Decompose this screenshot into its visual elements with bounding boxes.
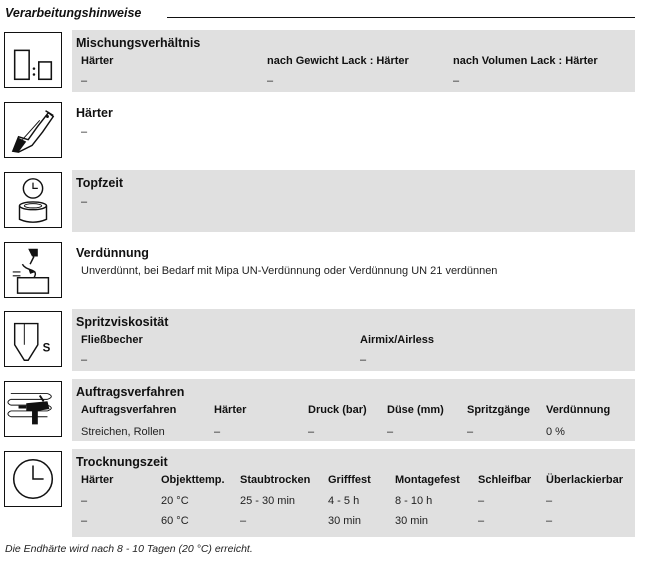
mischung-label-gewicht: nach Gewicht Lack : Härter (267, 55, 409, 67)
auftrag-label-haerter: Härter (214, 404, 247, 416)
pot-life-icon (4, 172, 62, 228)
verduennung-content (72, 240, 635, 302)
trocknung-label-schleifbar: Schleifbar (478, 474, 532, 486)
topfzeit-content (72, 170, 635, 232)
topfzeit-value: – (81, 196, 88, 208)
spray-viscosity-icon-letter: S (42, 342, 51, 355)
mischung-label-haerter: Härter (81, 55, 114, 67)
auftrag-value-verfahren: Streichen, Rollen (81, 426, 165, 438)
trocknung-row2-grifffest: 30 min (328, 515, 362, 527)
section-haerter (4, 100, 635, 162)
trocknung-label-grifffest: Grifffest (328, 474, 371, 486)
verduennung-title: Verdünnung (76, 246, 149, 260)
mixing-ratio-icon (4, 32, 62, 88)
header-rule (167, 17, 635, 18)
mischung-label-volumen: nach Volumen Lack : Härter (453, 55, 598, 67)
spritz-content (72, 309, 635, 371)
trocknung-row1-montagefest: 8 - 10 h (395, 495, 433, 507)
trocknung-row1-schleifbar: – (478, 495, 485, 507)
auftrag-value-druck: – (308, 426, 315, 438)
trocknung-content (72, 449, 635, 537)
spritz-label-airmix: Airmix/Airless (360, 334, 434, 346)
haerter-title: Härter (76, 106, 113, 120)
section-verduennung (4, 240, 635, 302)
trocknung-row1-staubtrocken: 25 - 30 min (240, 495, 296, 507)
trocknung-label-montagefest: Montagefest (395, 474, 460, 486)
auftrag-value-haerter: – (214, 426, 221, 438)
trocknung-label-objekttemp: Objekttemp. (161, 474, 225, 486)
auftrag-content (72, 379, 635, 441)
auftrag-label-duese: Düse (mm) (387, 404, 444, 416)
trocknung-label-haerter: Härter (81, 474, 114, 486)
verduennung-value: Unverdünnt, bei Bedarf mit Mipa UN-Verdünnung oder Verdünnung UN 21 verdünnen (81, 265, 498, 277)
trocknung-label-staubtrocken: Staubtrocken (240, 474, 311, 486)
section-trocknungszeit (4, 449, 635, 537)
spritz-label-fliessbecher: Fließbecher (81, 334, 143, 346)
trocknung-label-ueberlackierbar: Überlackierbar (546, 474, 624, 486)
thinning-icon (4, 242, 62, 298)
auftrag-label-verduennung: Verdünnung (546, 404, 611, 416)
trocknung-row1-grifffest: 4 - 5 h (328, 495, 360, 507)
mischung-value-gewicht: – (267, 75, 274, 87)
trocknung-row1-temp: 20 °C (161, 495, 189, 507)
haerter-content (72, 100, 635, 162)
mischung-value-haerter: – (81, 75, 88, 87)
spray-gun-icon (4, 381, 62, 437)
topfzeit-title: Topfzeit (76, 176, 123, 190)
haerter-value: – (81, 126, 88, 138)
section-mischungsverhaeltnis (4, 30, 635, 92)
mischung-value-volumen: – (453, 75, 460, 87)
section-header (5, 6, 635, 22)
auftrag-title: Auftragsverfahren (76, 385, 185, 399)
mischung-content (72, 30, 635, 92)
auftrag-value-duese: – (387, 426, 394, 438)
auftrag-value-spritzgaenge: – (467, 426, 474, 438)
section-spritzviskositaet (4, 309, 635, 371)
section-auftragsverfahren (4, 379, 635, 441)
spray-viscosity-icon (4, 311, 62, 367)
trocknung-row1-ueberlackierbar: – (546, 495, 553, 507)
auftrag-label-druck: Druck (bar) (308, 404, 367, 416)
mischung-title: Mischungsverhältnis (76, 36, 201, 50)
auftrag-label-spritzgaenge: Spritzgänge (467, 404, 530, 416)
trocknung-row2-schleifbar: – (478, 515, 485, 527)
page-title: Verarbeitungshinweise (5, 6, 142, 20)
spritz-title: Spritzviskosität (76, 315, 169, 329)
clock-icon (4, 451, 62, 507)
auftrag-value-verduennung: 0 % (546, 426, 565, 438)
trocknung-row2-ueberlackierbar: – (546, 515, 553, 527)
spritz-value-airmix: – (360, 354, 367, 366)
spritz-value-fliessbecher: – (81, 354, 88, 366)
trocknung-title: Trocknungszeit (76, 455, 168, 469)
footnote: Die Endhärte wird nach 8 - 10 Tagen (20 °C) erreicht. (5, 543, 253, 555)
section-topfzeit (4, 170, 635, 232)
trocknung-row1-haerter: – (81, 495, 88, 507)
auftrag-label-verfahren: Auftragsverfahren (81, 404, 177, 416)
trocknung-row2-montagefest: 30 min (395, 515, 429, 527)
hardener-icon (4, 102, 62, 158)
trocknung-row2-temp: 60 °C (161, 515, 189, 527)
trocknung-row2-haerter: – (81, 515, 88, 527)
trocknung-row2-staubtrocken: – (240, 515, 247, 527)
